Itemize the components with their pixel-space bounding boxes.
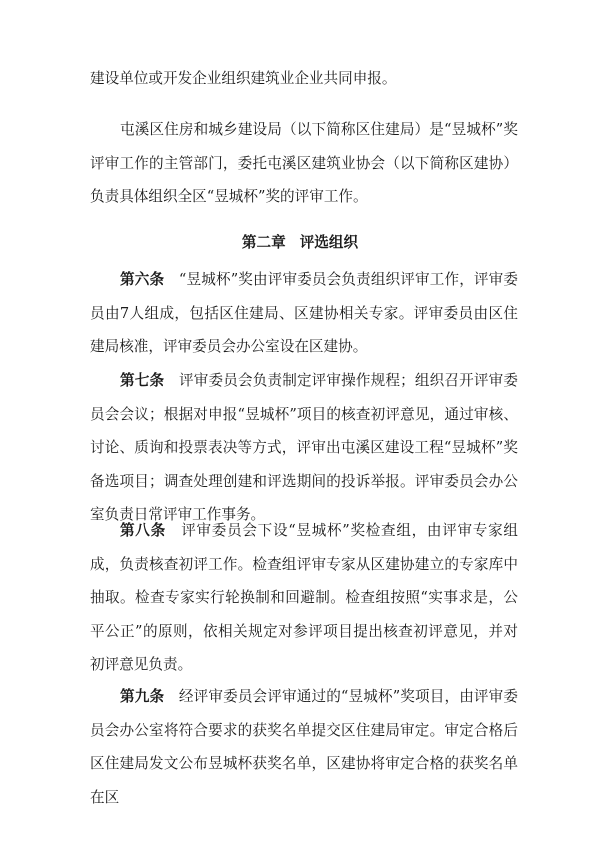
article-9 xyxy=(90,680,518,814)
article-label: 第七条 xyxy=(120,372,165,389)
article-text: 评审委员会负责制定评审操作规程；组织召开评审委员会会议；根据对申报“昱城杯”项目的核查初评意见，通过审核、讨论、质询和投票表决等方式，评审出屯溪区建设工程“昱城杯”奖备选项目；调查处理创建和评选期间的投诉举报。评审委员会办公室负责日常评审工作事务。 xyxy=(90,372,518,524)
chapter-number: 第二章 xyxy=(241,234,286,251)
chapter-title: 评选组织 xyxy=(299,234,359,251)
article-8 xyxy=(90,514,518,682)
article-6 xyxy=(90,263,518,364)
article-label: 第九条 xyxy=(120,688,165,705)
article-text: “昱城杯”奖由评审委员会负责组织评审工作，评审委员由7人组成，包括区住建局、区建协相关专家。评审委员由区住建局核准，评审委员会办公室设在区建协。 xyxy=(90,271,518,356)
paragraph-text: 建设单位或开发企业组织建筑业企业共同申报。 xyxy=(90,70,397,87)
paragraph-authority xyxy=(90,113,518,214)
chapter-heading xyxy=(0,233,600,253)
article-text: 评审委员会下设“昱城杯”奖检查组，由评审专家组成，负责核查初评工作。检查组评审专家从区建协建立的专家库中抽取。检查专家实行轮换制和回避制。检查组按照“实事求是，公平公正”的原则，依相关规定对参评项目提出核查初评意见，并对初评意见负责。 xyxy=(90,522,518,674)
paragraph-continuation xyxy=(90,62,518,96)
article-text: 经评审委员会评审通过的“昱城杯”奖项目，由评审委员会办公室将符合要求的获奖名单提交区住建局审定。审定合格后区住建局发文公布昱城杯获奖名单，区建协将审定合格的获奖名单在区 xyxy=(90,688,518,806)
paragraph-text: 屯溪区住房和城乡建设局（以下简称区住建局）是“昱城杯”奖评审工作的主管部门，委托屯溪区建筑业协会（以下简称区建协）负责具体组织全区“昱城杯”奖的评审工作。 xyxy=(90,121,518,206)
article-label: 第八条 xyxy=(120,522,166,539)
article-label: 第六条 xyxy=(120,271,165,288)
article-7 xyxy=(90,364,518,532)
